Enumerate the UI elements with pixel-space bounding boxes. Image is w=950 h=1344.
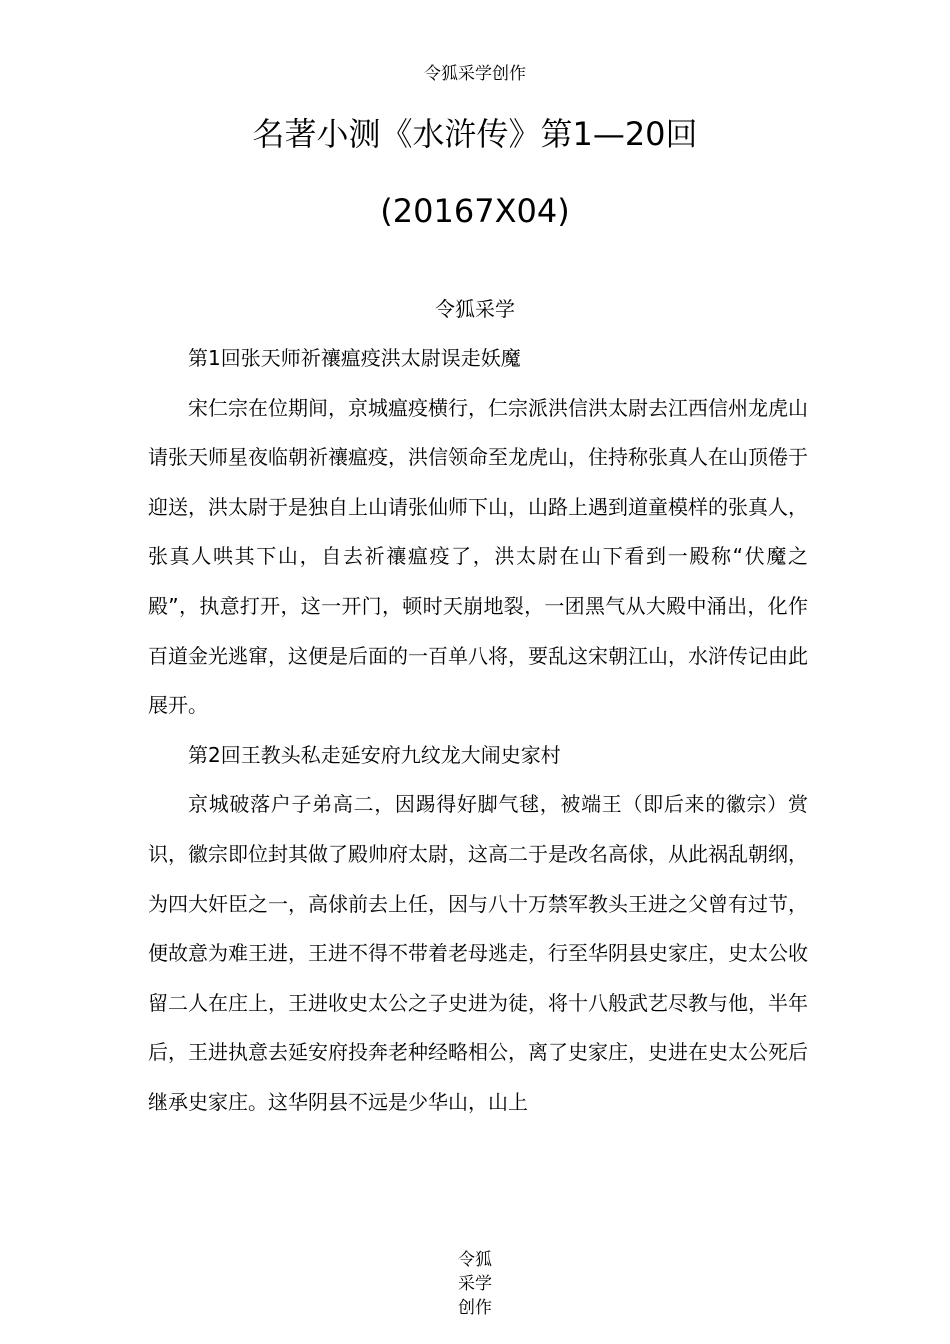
chapter-heading: 第2回王教头私走延安府九纹龙大闹史家村: [188, 742, 561, 767]
page-header: 令狐采学创作: [424, 64, 526, 84]
chapter-summary: 宋仁宗在位期间，京城瘟疫横行，仁宗派洪信洪太尉去江西信州龙虎山请张天师星夜临朝祈禳瘟疫，洪信领命至龙虎山，住持称张真人在山顶倦于迎送，洪太尉于是独自上山请张仙师下山，山路上遇到道童模样的张真人，张真人哄其下山，自去祈禳瘟疫了，洪太尉在山下看到一殿称“伏魔之殿”，执意打开，这一开门，顿时天崩地裂，一团黑气从大殿中涌出，化作百道金光逃窜，这便是后面的一百单八将，要乱这宋朝江山，水浒传记由此展开。: [148, 395, 808, 718]
document-title: 名著小测《水浒传》第1—20回: [252, 115, 698, 153]
document-body: [148, 334, 808, 1128]
author: 令狐采学: [435, 297, 515, 321]
chapter-heading: 第1回张天师祈禳瘟疫洪太尉误走妖魔: [188, 346, 521, 370]
page-footer-text: 令狐采学创作: [458, 1250, 492, 1318]
page-footer: [0, 1248, 950, 1320]
chapter-summary: 京城破落户子弟高二，因踢得好脚气毬，被端王（即后来的徽宗）赏识，徽宗即位封其做了殿帅府太尉，这高二于是改名高俅，从此祸乱朝纲，为四大奸臣之一，高俅前去上任，因与八十万禁军教头王进之父曾有过节，便故意为难王进，王进不得不带着老母逃走，行至华阴县史家庄，史太公收留二人在庄上，王进收史太公之子史进为徒，将十八般武艺尽教与他，半年后，王进执意去延安府投奔老种经略相公，离了史家庄，史进在史太公死后继承史家庄。这华阴县不远是少华山，山上: [148, 792, 808, 1114]
document-title-code: (20167X04): [380, 192, 570, 230]
